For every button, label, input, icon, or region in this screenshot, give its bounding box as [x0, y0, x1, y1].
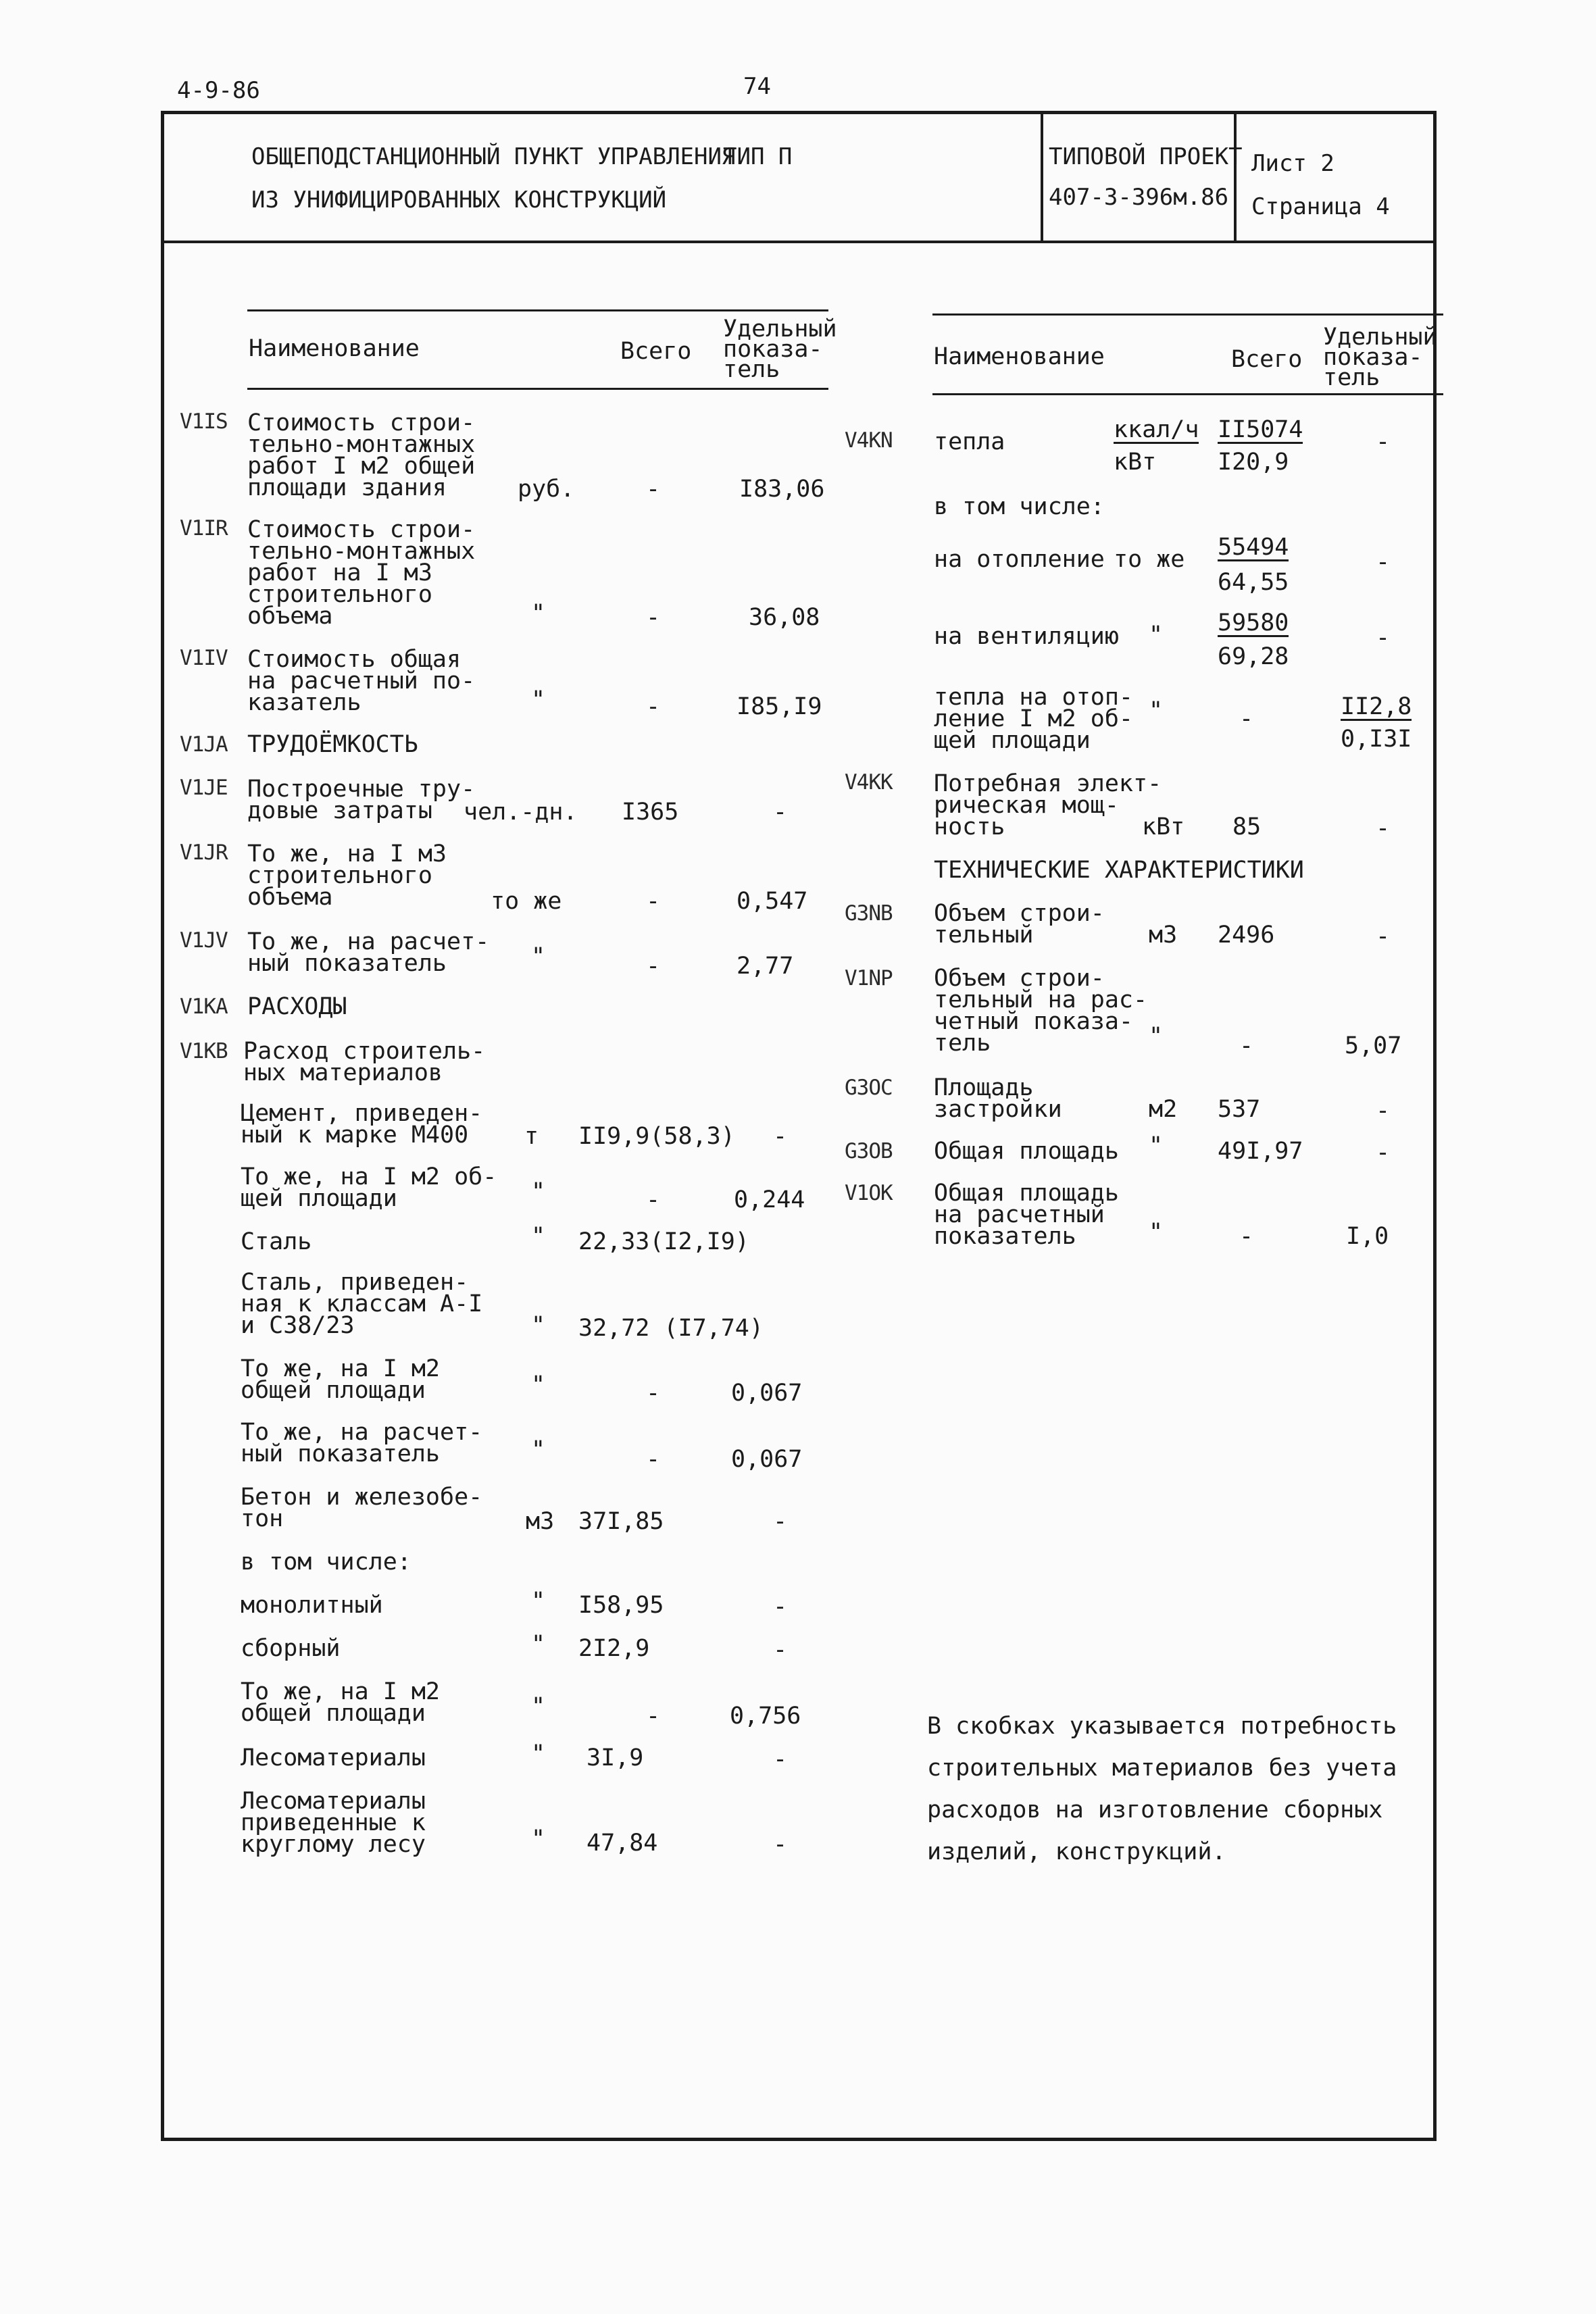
row-name: Потребная элект- рическая мощ- ность	[934, 770, 1162, 840]
right-col-name: Наименование	[934, 343, 1105, 370]
left-col-name: Наименование	[249, 335, 420, 362]
right-header-bottom-rule	[932, 393, 1443, 395]
row-code: V1JA	[180, 732, 228, 757]
row-name: То же, на I м3 строительного объема	[247, 840, 447, 911]
row-name: Цемент, приведен- ный к марке М400	[241, 1100, 483, 1149]
row-code: G3OB	[845, 1139, 893, 1163]
row-unit: то же	[491, 888, 562, 915]
row-name: Лесоматериалы приведенные к круглому лесу	[241, 1788, 426, 1858]
row-specific: -	[1376, 815, 1391, 842]
row-total: -	[646, 1703, 661, 1730]
row-unit: "	[1149, 1219, 1164, 1246]
row-unit: то же	[1114, 546, 1185, 573]
row-total: -	[646, 604, 661, 631]
row-total: 3I,9	[587, 1744, 644, 1771]
title-line2: ИЗ УНИФИЦИРОВАННЫХ КОНСТРУКЦИЙ	[251, 186, 667, 213]
row-specific: -	[1376, 428, 1391, 455]
row-total: 85	[1232, 813, 1262, 840]
row-total-top	[1218, 418, 1303, 444]
row-specific: -	[773, 1746, 788, 1773]
row-total: I365	[622, 799, 679, 826]
left-col-total: Всего	[620, 338, 692, 365]
row-code: V1OK	[845, 1181, 893, 1205]
row-specific-top	[1341, 695, 1412, 721]
row-specific: -	[1376, 923, 1391, 950]
left-col-specific: Удельный показа- тель	[723, 316, 837, 383]
row-name: Бетон и железобе- тон	[241, 1484, 483, 1532]
row-total-bottom: 69,28	[1218, 643, 1289, 670]
row-total: 537	[1218, 1096, 1261, 1123]
row-name: Сталь, приведен- ная к классам А-I и С38/23	[241, 1269, 483, 1339]
row-total-top	[1218, 611, 1289, 637]
row-unit: "	[1149, 1132, 1164, 1159]
row-total: -	[646, 1446, 661, 1473]
row-name: Расход строитель- ных материалов	[243, 1038, 486, 1086]
section-heading: ТРУДОЁМКОСТЬ	[247, 731, 418, 758]
row-unit: "	[531, 1740, 546, 1767]
row-specific-bottom: 0,I3I	[1341, 726, 1412, 753]
row-specific: -	[773, 1593, 788, 1620]
row-name: То же, на I м2 об- щей площади	[241, 1163, 497, 1212]
row-specific: -	[773, 1636, 788, 1663]
row-specific: -	[773, 1508, 788, 1535]
page-number: 74	[743, 73, 771, 100]
page-label: Страница 4	[1251, 193, 1390, 220]
row-specific: 0,067	[731, 1446, 803, 1473]
row-name: Общая площадь	[934, 1138, 1119, 1165]
row-name: То же, на расчет- ный показатель	[247, 928, 490, 977]
row-name: на отопление	[934, 546, 1105, 573]
total-top: 55494	[1218, 534, 1289, 561]
section-heading: ТЕХНИЧЕСКИЕ ХАРАКТЕРИСТИКИ	[934, 857, 1304, 884]
row-name: тепла на отоп- ление I м2 об- щей площади	[934, 684, 1134, 754]
row-code: V1IR	[180, 516, 228, 540]
row-specific: 0,547	[737, 888, 808, 915]
row-specific: -	[1376, 549, 1391, 576]
title-type: ТИП П	[723, 143, 793, 170]
row-name: То же, на расчет- ный показатель	[241, 1419, 483, 1467]
row-name: в том числе:	[241, 1549, 412, 1576]
row-name: Объем строи- тельный на рас- четный показа- тель	[934, 965, 1148, 1057]
row-code: V1KA	[180, 995, 228, 1019]
row-unit-bottom: кВт	[1114, 449, 1157, 476]
row-total: -	[646, 888, 661, 915]
row-name: Объем строи- тельный	[934, 900, 1105, 949]
row-specific: 0,067	[731, 1380, 803, 1407]
row-name: тепла	[934, 428, 1005, 455]
row-unit: "	[531, 600, 546, 627]
row-specific: I,0	[1346, 1223, 1389, 1250]
row-code: V1JE	[180, 776, 228, 800]
row-total: 49I,97	[1218, 1138, 1303, 1165]
right-col-total: Всего	[1231, 346, 1303, 373]
row-code: G3NB	[845, 901, 893, 926]
row-name: То же, на I м2 общей площади	[241, 1678, 441, 1727]
sheet-label: Лист 2	[1251, 150, 1335, 177]
row-name: Стоимость строи- тельно-монтажных работ на I м3 строительного объема	[247, 516, 476, 630]
row-total: -	[646, 953, 661, 980]
row-unit: м3	[526, 1508, 555, 1535]
row-unit: чел.-дн.	[464, 799, 578, 826]
row-total: 22,33(I2,I9)	[578, 1228, 749, 1255]
row-unit: "	[531, 1826, 546, 1853]
row-total: 32,72 (I7,74)	[578, 1315, 764, 1342]
project-number: 407-3-396м.86	[1049, 184, 1229, 211]
row-name: Стоимость общая на расчетный по- казатель	[247, 646, 476, 716]
row-unit: "	[531, 1436, 546, 1463]
project-label: ТИПОВОЙ ПРОЕКТ	[1049, 143, 1243, 170]
row-code: V1IS	[180, 409, 228, 434]
row-total: 2I2,9	[578, 1635, 650, 1662]
row-specific: 0,244	[734, 1186, 805, 1213]
left-header-top-rule	[247, 309, 828, 311]
row-unit-top	[1114, 418, 1199, 444]
row-specific: 2,77	[737, 953, 794, 980]
row-total: II9,9(58,3)	[578, 1123, 735, 1150]
unit-top: ккал/ч	[1114, 416, 1199, 443]
row-total-bottom: I20,9	[1218, 449, 1289, 476]
row-unit: "	[1149, 697, 1164, 724]
header-divider	[161, 241, 1437, 243]
row-total-top	[1218, 535, 1289, 561]
row-total: I58,95	[578, 1592, 664, 1619]
section-heading: РАСХОДЫ	[247, 993, 347, 1020]
row-specific: -	[773, 1123, 788, 1150]
row-unit: "	[531, 1693, 546, 1720]
row-name: Построечные тру- довые затраты	[247, 776, 476, 824]
document-code: 4-9-86	[177, 77, 260, 104]
row-name: в том числе:	[934, 493, 1105, 520]
row-name: на вентиляцию	[934, 623, 1119, 650]
row-code: V1JR	[180, 840, 228, 865]
row-unit: м3	[1149, 922, 1178, 949]
row-specific: I83,06	[739, 476, 825, 503]
row-code: V1JV	[180, 928, 228, 953]
row-total: -	[1239, 1032, 1254, 1059]
row-name: Сталь	[241, 1228, 312, 1255]
total-top: II5074	[1218, 416, 1303, 443]
left-header-bottom-rule	[247, 388, 828, 390]
row-name: монолитный	[241, 1592, 383, 1619]
row-name: Общая площадь на расчетный показатель	[934, 1180, 1119, 1250]
row-unit: "	[1149, 1023, 1164, 1050]
row-unit: "	[531, 1312, 546, 1339]
row-name: сборный	[241, 1635, 341, 1662]
row-specific: -	[773, 1831, 788, 1858]
row-code: V1KB	[180, 1039, 228, 1063]
row-unit: кВт	[1142, 813, 1185, 840]
row-specific: 36,08	[749, 604, 820, 631]
row-name: То же, на I м2 общей площади	[241, 1355, 441, 1404]
row-total: -	[646, 476, 661, 503]
row-specific: -	[1376, 1097, 1391, 1124]
row-specific: 0,756	[730, 1703, 801, 1730]
row-unit: т	[524, 1123, 539, 1150]
row-total: -	[646, 1186, 661, 1213]
row-unit: "	[531, 1588, 546, 1615]
row-specific: I85,I9	[737, 693, 822, 720]
row-name: Лесоматериалы	[241, 1744, 426, 1771]
row-name: Площадь застройки	[934, 1074, 1062, 1123]
row-total: -	[1239, 1223, 1254, 1250]
row-specific: -	[1376, 1139, 1391, 1166]
row-total: -	[646, 693, 661, 720]
row-total: -	[646, 1380, 661, 1407]
row-code: V1IV	[180, 646, 228, 670]
row-total: 47,84	[587, 1830, 658, 1857]
row-code: V4KN	[845, 428, 893, 453]
row-unit: "	[531, 1372, 546, 1399]
row-specific: 5,07	[1345, 1032, 1402, 1059]
row-total: -	[1239, 705, 1254, 732]
row-name: Стоимость строи- тельно-монтажных работ I м2 общей площади здания	[247, 409, 476, 501]
total-top: 59580	[1218, 609, 1289, 636]
title-line1: ОБЩЕПОДСТАНЦИОННЫЙ ПУНКТ УПРАВЛЕНИЯ	[251, 143, 736, 170]
row-unit: "	[531, 1631, 546, 1658]
row-unit: м2	[1149, 1096, 1178, 1123]
row-total: 37I,85	[578, 1508, 664, 1535]
right-header-top-rule	[932, 313, 1443, 316]
row-total-bottom: 64,55	[1218, 569, 1289, 596]
right-col-specific: Удельный показа- тель	[1323, 324, 1437, 391]
row-unit: "	[531, 1223, 546, 1250]
row-unit: "	[1149, 622, 1164, 649]
row-unit: "	[531, 686, 546, 713]
row-total: 2496	[1218, 922, 1275, 949]
row-unit: "	[531, 1178, 546, 1205]
row-specific: -	[1376, 624, 1391, 651]
row-code: G3OC	[845, 1076, 893, 1100]
row-code: V4KK	[845, 770, 893, 795]
footnote: В скобках указывается потребность строительных материалов без учета расходов на изготовление сборных изделий, конструкций.	[927, 1713, 1397, 1865]
row-code: V1NP	[845, 966, 893, 990]
row-specific: -	[773, 799, 788, 826]
row-unit: руб.	[518, 476, 575, 503]
specific-top: II2,8	[1341, 693, 1412, 720]
header-separator-1	[1041, 111, 1043, 242]
row-unit: "	[531, 943, 546, 970]
